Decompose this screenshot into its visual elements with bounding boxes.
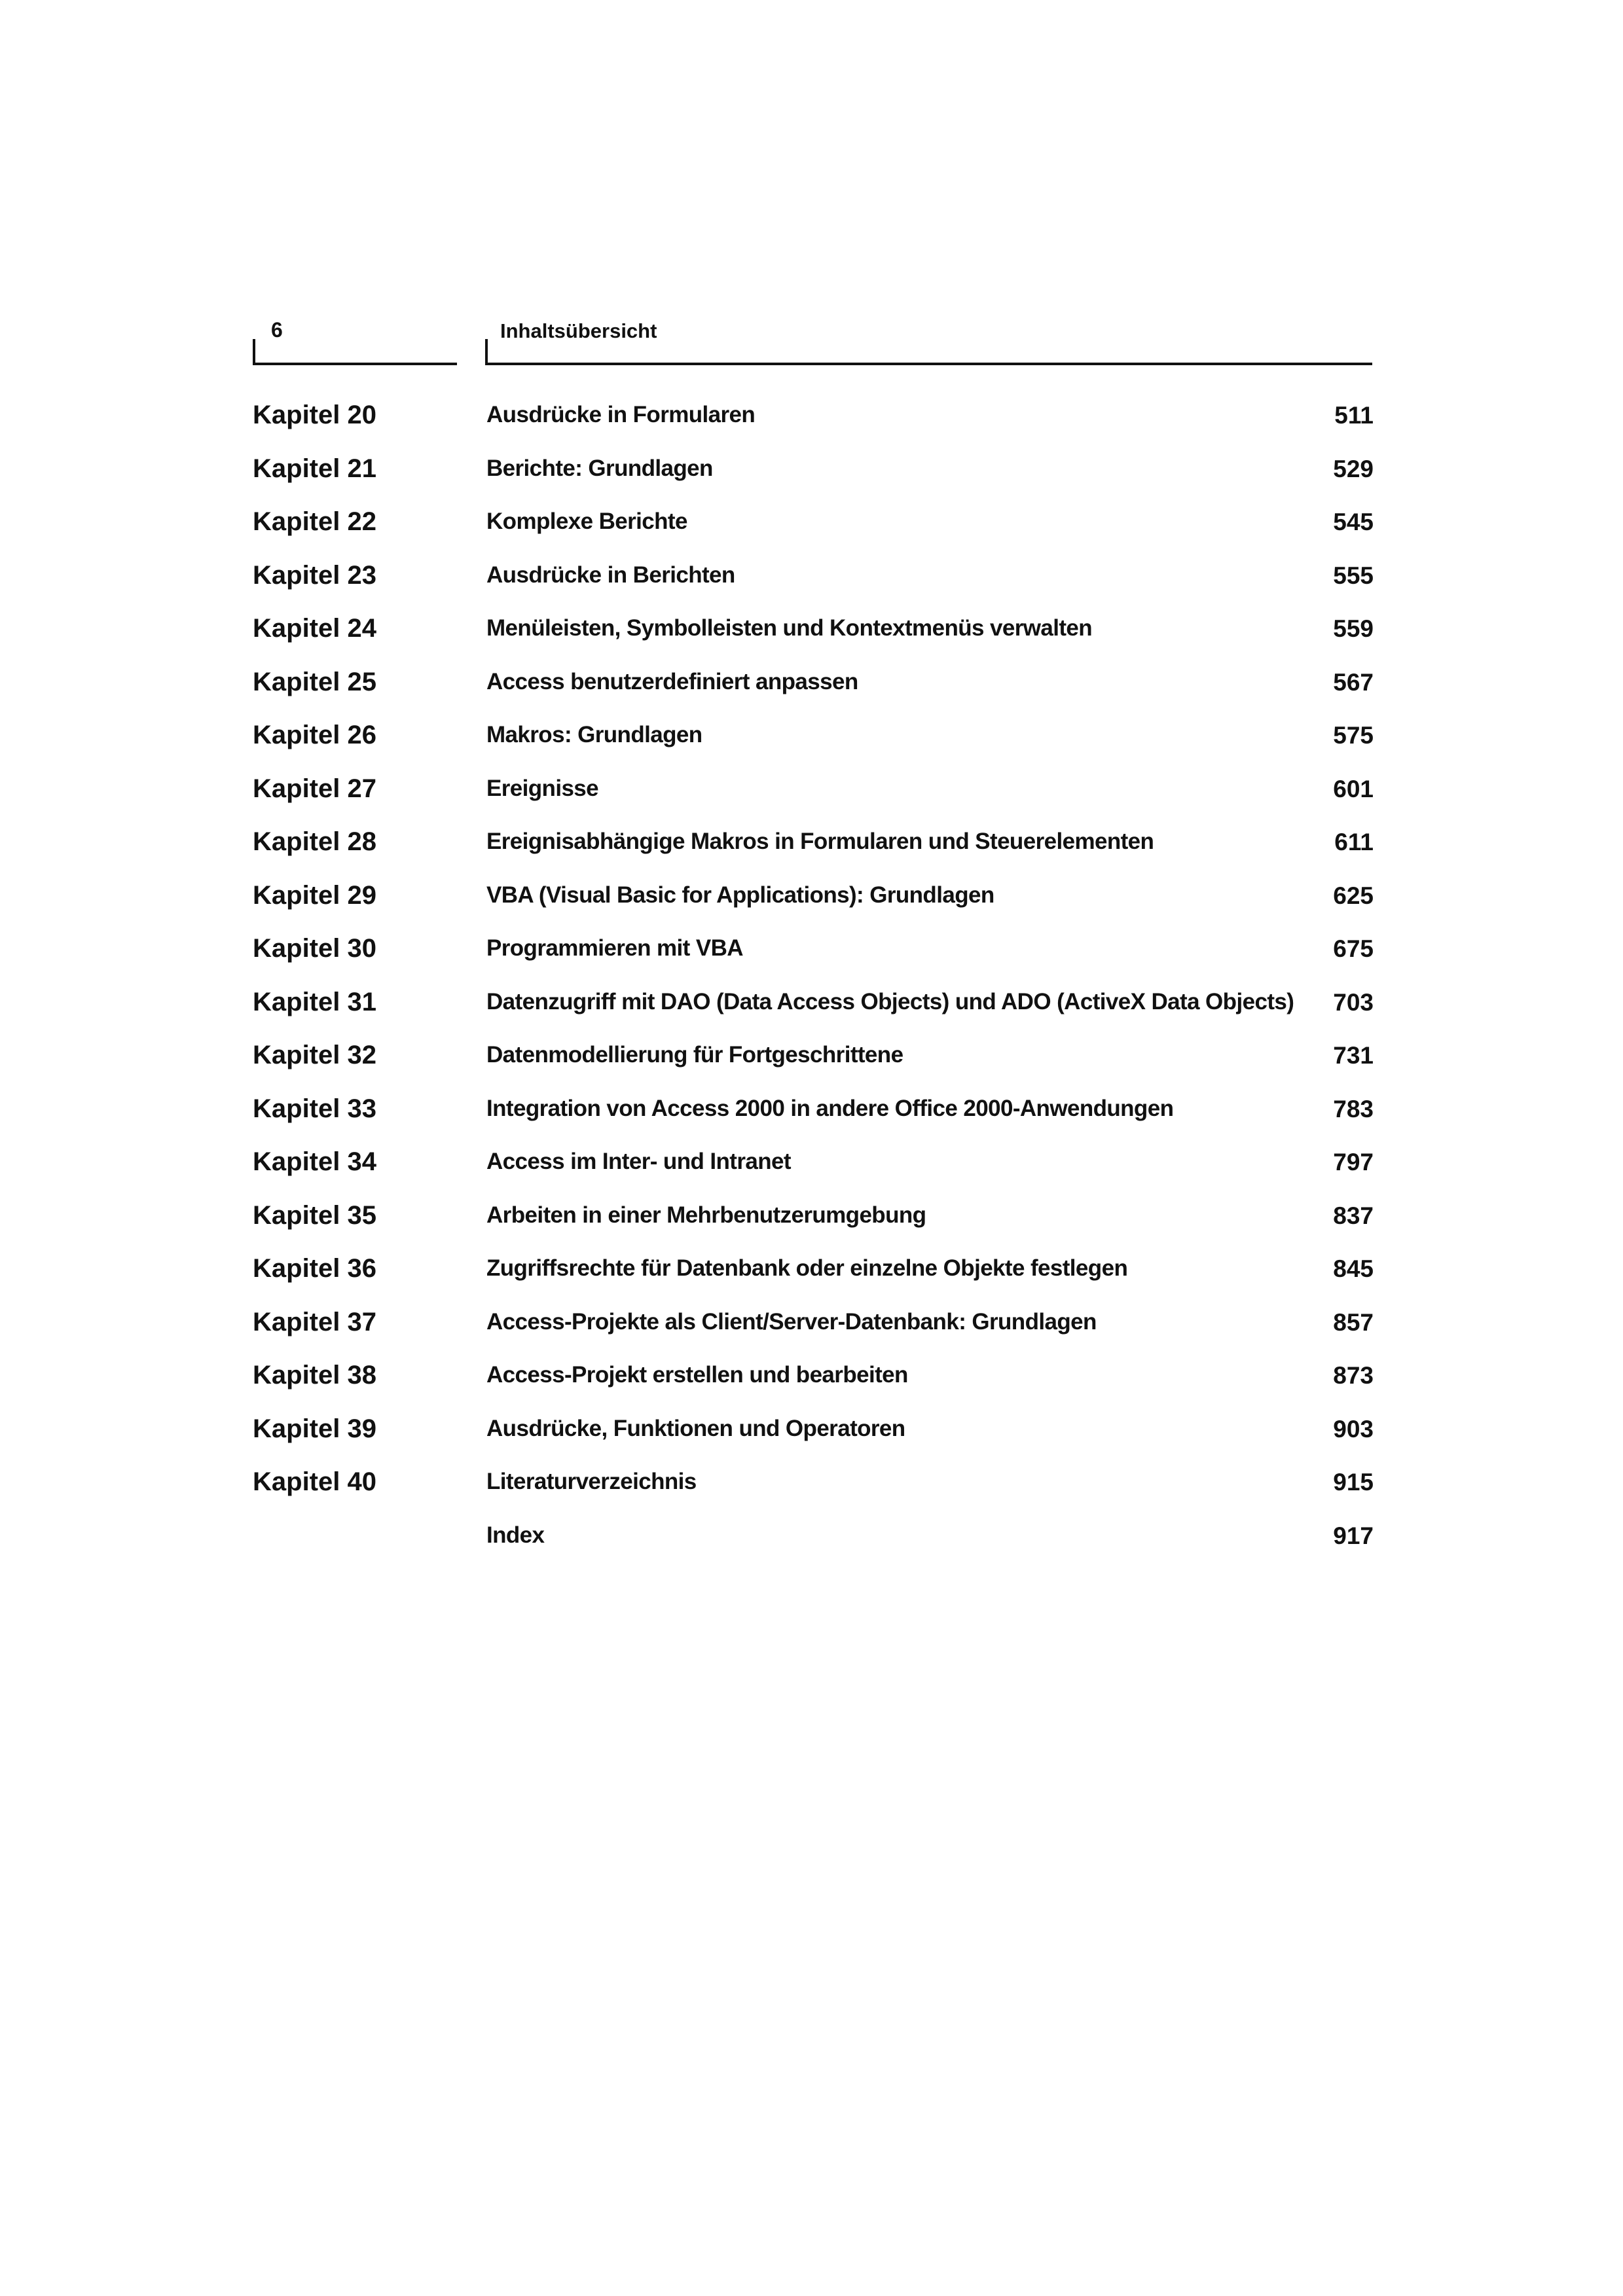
toc-row xyxy=(253,934,1374,988)
chapter-label: Kapitel 20 xyxy=(253,401,376,429)
running-title: Inhaltsübersicht xyxy=(500,319,657,342)
toc-row xyxy=(253,401,1374,454)
chapter-title: Access im Inter- und Intranet xyxy=(486,1149,791,1174)
page-ref: 873 xyxy=(1333,1362,1374,1389)
header-right-rule xyxy=(485,339,1372,365)
page-ref: 917 xyxy=(1333,1522,1374,1549)
toc-row xyxy=(253,1308,1374,1361)
page-ref: 857 xyxy=(1333,1308,1374,1336)
page-ref: 575 xyxy=(1333,722,1374,749)
chapter-title: Integration von Access 2000 in andere Office 2000-Anwendungen xyxy=(486,1095,1174,1121)
chapter-label: Kapitel 37 xyxy=(253,1307,376,1336)
chapter-label: Kapitel 34 xyxy=(253,1147,376,1176)
chapter-label: Kapitel 25 xyxy=(253,667,376,696)
toc-row xyxy=(253,1467,1374,1521)
chapter-title: VBA (Visual Basic for Applications): Grundlagen xyxy=(486,882,994,908)
toc-row xyxy=(253,1147,1374,1201)
chapter-title: Makros: Grundlagen xyxy=(486,722,702,747)
chapter-title: Ausdrücke in Formularen xyxy=(486,402,756,427)
chapter-title: Ereignisse xyxy=(486,775,599,801)
chapter-label: Kapitel 29 xyxy=(253,880,376,910)
page-ref: 545 xyxy=(1333,509,1374,535)
toc-row xyxy=(253,827,1374,881)
page-ref: 559 xyxy=(1333,615,1374,642)
page-ref: 625 xyxy=(1333,882,1374,909)
page-ref: 731 xyxy=(1333,1042,1374,1069)
toc-row xyxy=(253,1094,1374,1148)
toc-row xyxy=(253,668,1374,721)
toc-row xyxy=(253,1414,1374,1468)
chapter-title: Index xyxy=(486,1522,545,1548)
chapter-label: Kapitel 23 xyxy=(253,560,376,590)
page-ref: 903 xyxy=(1333,1415,1374,1443)
chapter-label: Kapitel 26 xyxy=(253,721,376,749)
page-ref: 675 xyxy=(1333,935,1374,962)
page-ref: 529 xyxy=(1333,455,1374,482)
page-ref: 611 xyxy=(1334,829,1374,855)
chapter-title: Access-Projekte als Client/Server-Datenbank: Grundlagen xyxy=(486,1308,1097,1335)
toc-row xyxy=(253,1041,1374,1094)
toc-row xyxy=(253,721,1374,774)
chapter-label: Kapitel 27 xyxy=(253,774,376,803)
chapter-label: Kapitel 28 xyxy=(253,827,376,856)
page-ref: 915 xyxy=(1333,1469,1374,1496)
toc-row xyxy=(253,561,1374,615)
chapter-title: Ausdrücke in Berichten xyxy=(486,562,735,588)
chapter-title: Komplexe Berichte xyxy=(486,509,687,534)
chapter-title: Zugriffsrechte für Datenbank oder einzelne Objekte festlegen xyxy=(486,1255,1128,1281)
page-ref: 703 xyxy=(1333,988,1374,1016)
chapter-title: Datenmodellierung für Fortgeschrittene xyxy=(486,1042,903,1067)
chapter-label: Kapitel 22 xyxy=(253,507,376,536)
toc-row xyxy=(253,1201,1374,1255)
page-ref: 837 xyxy=(1333,1202,1374,1229)
chapter-title: Ausdrücke, Funktionen und Operatoren xyxy=(486,1415,905,1441)
chapter-label: Kapitel 21 xyxy=(253,454,376,483)
chapter-title: Access-Projekt erstellen und bearbeiten xyxy=(486,1362,908,1388)
chapter-label: Kapitel 32 xyxy=(253,1041,376,1069)
toc-row xyxy=(253,614,1374,668)
chapter-title: Programmieren mit VBA xyxy=(486,935,743,961)
page-ref: 567 xyxy=(1333,668,1374,696)
chapter-label: Kapitel 24 xyxy=(253,614,376,643)
toc-row xyxy=(253,507,1374,561)
chapter-label: Kapitel 39 xyxy=(253,1414,376,1443)
chapter-label: Kapitel 31 xyxy=(253,987,376,1016)
table-of-contents xyxy=(253,401,1374,1574)
chapter-label: Kapitel 35 xyxy=(253,1200,376,1230)
page-ref: 783 xyxy=(1333,1095,1374,1122)
chapter-title: Berichte: Grundlagen xyxy=(486,455,713,481)
page-ref: 845 xyxy=(1333,1255,1374,1282)
page-ref: 511 xyxy=(1334,402,1374,429)
chapter-title: Ereignisabhängige Makros in Formularen und Steuerelementen xyxy=(486,829,1154,854)
chapter-title: Arbeiten in einer Mehrbenutzerumgebung xyxy=(486,1202,926,1228)
chapter-title: Access benutzerdefiniert anpassen xyxy=(486,668,858,694)
toc-row xyxy=(253,1361,1374,1414)
header-left-rule xyxy=(253,339,457,365)
page-ref: 555 xyxy=(1333,562,1374,589)
chapter-label: Kapitel 33 xyxy=(253,1094,376,1123)
toc-row xyxy=(253,774,1374,828)
chapter-label: Kapitel 40 xyxy=(253,1467,376,1496)
chapter-label: Kapitel 36 xyxy=(253,1254,376,1283)
page-number: 6 xyxy=(271,318,283,342)
toc-row xyxy=(253,454,1374,508)
page-ref: 797 xyxy=(1333,1149,1374,1175)
toc-row xyxy=(253,881,1374,935)
chapter-title: Menüleisten, Symbolleisten und Kontextmenüs verwalten xyxy=(486,615,1093,641)
page-header xyxy=(253,308,1372,370)
toc-row xyxy=(253,1521,1374,1575)
page-ref: 601 xyxy=(1333,775,1374,802)
chapter-title: Datenzugriff mit DAO (Data Access Objects) und ADO (ActiveX Data Objects) xyxy=(486,988,1294,1014)
chapter-label: Kapitel 38 xyxy=(253,1361,376,1390)
toc-row xyxy=(253,988,1374,1041)
chapter-title: Literaturverzeichnis xyxy=(486,1469,697,1494)
chapter-label: Kapitel 30 xyxy=(253,934,376,963)
toc-row xyxy=(253,1254,1374,1308)
